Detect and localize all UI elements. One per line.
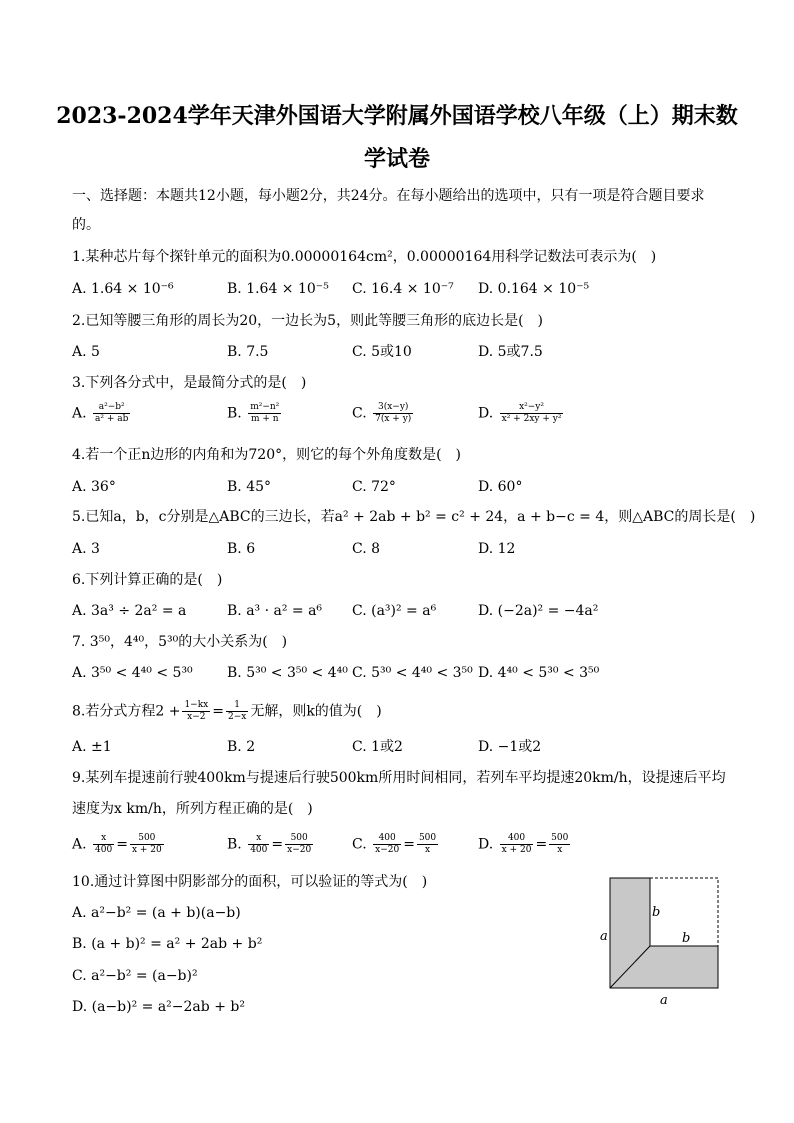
denominator: x + 20 [501, 845, 532, 855]
option-c-label: C. [352, 405, 367, 422]
numerator: x²−y² [500, 402, 564, 414]
question-6-option-a: A. 3a³ ÷ 2a² = a [72, 603, 187, 619]
question-9-option-d [478, 833, 572, 856]
denominator: 400 [250, 845, 268, 855]
numerator: m²−n² [250, 402, 280, 412]
right-fraction [130, 833, 164, 856]
numerator: x [248, 833, 269, 845]
question-2-option-c: C. 5或10 [352, 344, 412, 360]
denominator: x−20 [287, 845, 312, 855]
denominator: x−2 [187, 712, 206, 722]
denominator: x [424, 845, 431, 855]
question-7-option-d: D. 4⁴⁰ < 5³⁰ < 3⁵⁰ [478, 665, 600, 681]
equals-sign: = [212, 703, 224, 720]
equals-sign: = [403, 836, 415, 853]
denominator: a² + ab [95, 414, 129, 424]
equals-sign: = [535, 836, 548, 853]
option-d-label: D. [478, 405, 494, 422]
numerator: 400 [500, 833, 534, 845]
question-9-stem-2: 速度为x km/h，所列方程正确的是( ) [72, 801, 313, 817]
left-fraction [500, 833, 534, 856]
right-fraction [549, 833, 570, 856]
numerator: 1−kx [184, 700, 209, 710]
left-fraction [373, 833, 401, 856]
option-a-label: A. [72, 405, 87, 422]
question-5-option-d: D. 12 [478, 541, 516, 557]
option-b-label: B. [227, 836, 242, 853]
question-7-option-b: B. 5³⁰ < 3⁵⁰ < 4⁴⁰ [227, 665, 348, 681]
question-5-stem: 5.已知a，b，c分别是△ABC的三边长，若a² + 2ab + b² = c² + 24，a + b−c = 4，则△ABC的周长是( ) [72, 509, 756, 525]
title-line-2: 学试卷 [363, 146, 430, 172]
question-5-option-b: B. 6 [227, 541, 256, 557]
question-10-stem: 10.通过计算图中阴影部分的面积，可以验证的等式为( ) [72, 874, 428, 890]
label-b-vertical: b [652, 905, 661, 920]
equals-sign: = [271, 836, 284, 853]
question-10-option-d: D. (a−b)² = a²−2ab + b² [72, 999, 245, 1015]
question-1-option-d: D. 0.164 × 10⁻⁵ [478, 281, 590, 297]
numerator: 500 [130, 833, 164, 845]
question-6-option-c: C. (a³)² = a⁶ [352, 603, 437, 619]
denominator: m + n [250, 414, 279, 424]
question-9-option-c [352, 833, 440, 856]
option-b-fraction [248, 402, 281, 425]
question-8-option-c: C. 1或2 [352, 739, 403, 755]
fraction-right [226, 700, 248, 723]
numerator: 400 [373, 833, 401, 845]
question-8-option-a: A. ±1 [72, 739, 112, 755]
label-a-bottom: a [660, 993, 668, 1008]
left-fraction [93, 833, 114, 856]
denominator: 7(x + y) [375, 414, 412, 424]
fraction-left [182, 700, 210, 723]
question-5-option-c: C. 8 [352, 541, 381, 557]
denominator: x−20 [375, 845, 400, 855]
question-1-option-c: C. 16.4 × 10⁻⁷ [352, 281, 454, 297]
question-10-option-c: C. a²−b² = (a−b)² [72, 968, 198, 984]
question-3-option-d [478, 402, 565, 425]
option-a-fraction [93, 402, 130, 425]
denominator: x² + 2xy + y² [501, 414, 562, 424]
option-b-label: B. [227, 405, 242, 422]
stem-prefix: 8.若分式方程2 + [72, 703, 181, 720]
question-2-stem: 2.已知等腰三角形的周长为20，一边长为5，则此等腰三角形的底边长是( ) [72, 313, 544, 329]
denominator: 2−x [227, 712, 247, 722]
question-1-stem: 1.某种芯片每个探针单元的面积为0.00000164cm²，0.00000164用科学记数法可表示为( ) [72, 249, 657, 265]
denominator: x [557, 845, 563, 855]
question-3-option-b [227, 402, 283, 425]
question-1-option-b: B. 1.64 × 10⁻⁵ [227, 281, 329, 297]
question-3-stem: 3.下列各分式中，是最简分式的是( ) [72, 375, 307, 391]
question-9-option-b [227, 833, 315, 856]
section-instructions-1: 一、选择题：本题共12小题，每小题2分，共24分。在每小题给出的选项中，只有一项是符合题目要求 [72, 188, 705, 204]
option-c-label: C. [352, 836, 367, 853]
question-8-option-b: B. 2 [227, 739, 256, 755]
question-4-option-a: A. 36° [72, 479, 116, 495]
denominator: x + 20 [131, 845, 162, 855]
question-7-option-a: A. 3⁵⁰ < 4⁴⁰ < 5³⁰ [72, 665, 193, 681]
question-9-stem-1: 9.某列车提速前行驶400km与提速后行驶500km所用时间相同，若列车平均提速20km/h，设提速后平均 [72, 770, 726, 786]
option-d-label: D. [478, 836, 494, 853]
question-9-option-a [72, 833, 166, 856]
question-2-option-d: D. 5或7.5 [478, 344, 543, 360]
label-a-left: a [600, 929, 608, 944]
label-b-horizontal: b [682, 931, 691, 946]
numerator: x [93, 833, 114, 845]
question-5-option-a: A. 3 [72, 541, 100, 557]
question-6-option-d: D. (−2a)² = −4a² [478, 603, 599, 619]
right-fraction [417, 833, 438, 856]
numerator: 1 [226, 700, 248, 712]
option-a-label: A. [72, 836, 87, 853]
question-10-option-b: B. (a + b)² = a² + 2ab + b² [72, 936, 263, 952]
question-8-stem [72, 700, 382, 723]
question-1-option-a: A. 1.64 × 10⁻⁶ [72, 281, 174, 297]
question-8-option-d: D. −1或2 [478, 739, 542, 755]
numerator: 500 [551, 833, 569, 843]
question-2-option-b: B. 7.5 [227, 344, 269, 360]
question-7-option-c: C. 5³⁰ < 4⁴⁰ < 3⁵⁰ [352, 665, 473, 681]
equals-sign: = [116, 836, 128, 853]
section-instructions-2: 的。 [72, 217, 100, 233]
question-2-option-a: A. 5 [72, 344, 100, 360]
question-4-option-d: D. 60° [478, 479, 523, 495]
title-line-1: 2023-2024学年天津外国语大学附属外国语学校八年级（上）期末数 [56, 103, 738, 129]
question-10-option-a: A. a²−b² = (a + b)(a−b) [72, 905, 241, 921]
question-4-option-c: C. 72° [352, 479, 396, 495]
denominator: 400 [95, 845, 113, 855]
left-fraction [248, 833, 269, 856]
option-c-fraction [373, 402, 413, 425]
numerator: 500 [285, 833, 313, 845]
question-3-option-a [72, 402, 132, 425]
option-d-fraction [500, 402, 564, 425]
stem-suffix: 无解，则k的值为( ) [250, 703, 382, 720]
question-4-stem: 4.若一个正n边形的内角和为720°，则它的每个外角度数是( ) [72, 447, 462, 463]
question-7-stem: 7. 3⁵⁰，4⁴⁰，5³⁰的大小关系为( ) [72, 634, 288, 650]
right-fraction [285, 833, 313, 856]
question-10-figure [600, 872, 730, 1012]
question-4-option-b: B. 45° [227, 479, 272, 495]
question-6-stem: 6.下列计算正确的是( ) [72, 572, 223, 588]
numerator: 500 [418, 833, 437, 843]
numerator: 3(x−y) [373, 402, 413, 414]
question-3-option-c [352, 402, 415, 425]
question-6-option-b: B. a³ · a² = a⁶ [227, 603, 323, 619]
numerator: a²−b² [93, 402, 130, 414]
